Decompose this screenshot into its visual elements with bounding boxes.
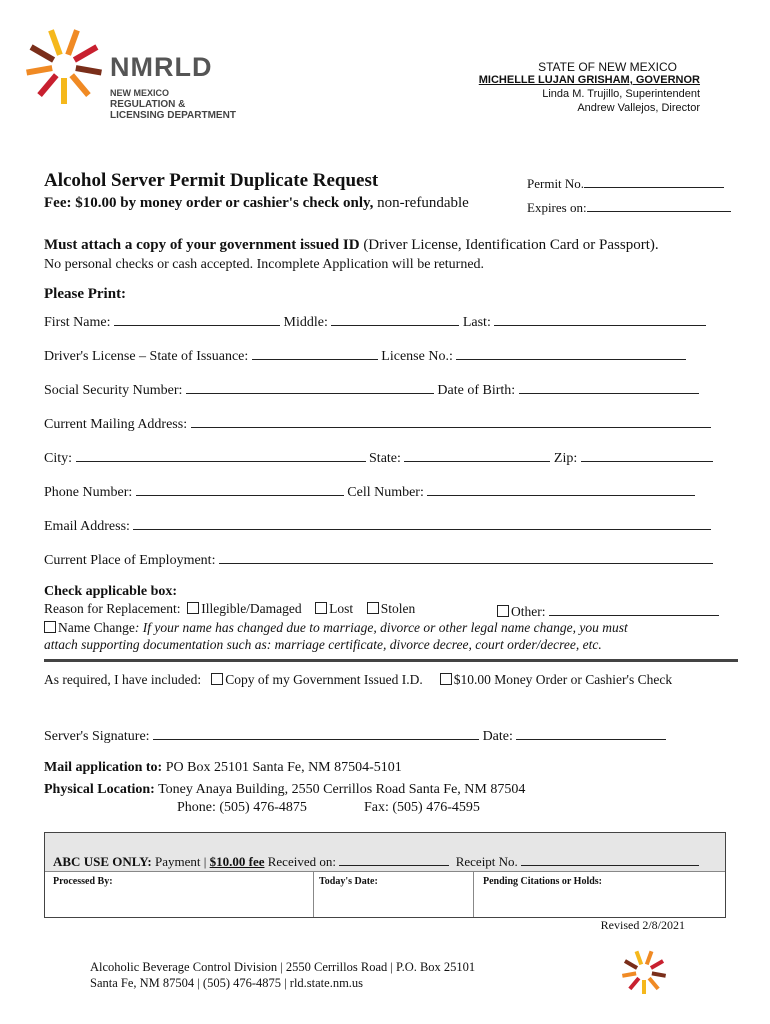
- other-label: Other:: [511, 604, 546, 619]
- state-label: State:: [369, 451, 401, 466]
- dl-state-field[interactable]: [252, 345, 378, 360]
- reason-row: [44, 601, 415, 617]
- sig-date-label: Date:: [482, 729, 513, 744]
- name-row: [44, 311, 706, 331]
- fee-rest-text: non-refundable: [373, 195, 469, 211]
- receipt-field[interactable]: [521, 851, 699, 866]
- employment-row: [44, 549, 713, 569]
- phone-label: Phone Number:: [44, 485, 133, 500]
- office-phone: Phone: (505) 476-4875: [177, 800, 307, 815]
- mailing-row: [44, 413, 711, 433]
- mailing-label: Current Mailing Address:: [44, 417, 188, 432]
- signature-row: [44, 725, 666, 745]
- other-row: [497, 601, 719, 620]
- included-label: As required, I have included:: [44, 672, 202, 687]
- mail-row: [44, 760, 402, 776]
- name-change-row2: [44, 637, 602, 653]
- permit-no-field[interactable]: [584, 173, 724, 188]
- illegible-label: Illegible/Damaged: [201, 601, 302, 616]
- middle-label: Middle:: [283, 315, 328, 330]
- sig-date-field[interactable]: [516, 725, 666, 740]
- phone-field[interactable]: [136, 481, 344, 496]
- ssn-field[interactable]: [186, 379, 434, 394]
- dl-state-label: Driver's License – State of Issuance:: [44, 349, 249, 364]
- ssn-row: [44, 379, 699, 399]
- name-change-label: Name Change: [58, 620, 135, 635]
- physical-row: [44, 782, 525, 798]
- mailing-field[interactable]: [191, 413, 711, 428]
- no-checks-text: No personal checks or cash accepted. Incomplete Application will be returned.: [44, 257, 485, 272]
- first-name-label: First Name:: [44, 315, 111, 330]
- nmrld-logo-icon: [18, 26, 110, 106]
- logo-sub1: NEW MEXICO: [110, 88, 170, 98]
- money-order-label: $10.00 Money Order or Cashier's Check: [453, 672, 673, 687]
- received-field[interactable]: [339, 851, 449, 866]
- office-use-row: [53, 851, 699, 870]
- processed-by-label: Processed By:: [53, 876, 113, 887]
- other-checkbox[interactable]: [497, 605, 509, 617]
- zip-label: Zip:: [553, 451, 578, 466]
- name-change-note2: attach supporting documentation such as: marriage certificate, divorce decree, court order/decree, etc.: [44, 637, 602, 652]
- signature-field[interactable]: [153, 725, 479, 740]
- ssn-label: Social Security Number:: [44, 383, 183, 398]
- city-label: City:: [44, 451, 73, 466]
- office-use-box: [44, 832, 726, 918]
- state-field[interactable]: [404, 447, 550, 462]
- name-change-note: : If your name has changed due to marriage, divorce or other legal name change, you must: [134, 620, 628, 635]
- name-change-checkbox[interactable]: [44, 621, 56, 633]
- cell-field[interactable]: [427, 481, 695, 496]
- abc-label: ABC USE ONLY:: [53, 854, 152, 869]
- page-title: Alcohol Server Permit Duplicate Request: [44, 170, 379, 191]
- phone-row: [44, 481, 695, 501]
- copy-id-label: Copy of my Government Issued I.D.: [225, 672, 423, 687]
- expires-text: Expires on:: [527, 200, 587, 215]
- logo-wordmark: NMRLD: [110, 52, 213, 82]
- received-label: Received on:: [264, 854, 340, 869]
- signature-label: Server's Signature:: [44, 729, 150, 744]
- lost-label: Lost: [329, 601, 354, 616]
- fee-bold-text: Fee: $10.00 by money order or cashier's check only,: [44, 195, 374, 211]
- mail-address: PO Box 25101 Santa Fe, NM 87504-5101: [162, 760, 402, 775]
- office-fax: Fax: (505) 476-4595: [364, 800, 480, 815]
- license-no-field[interactable]: [456, 345, 686, 360]
- id-rest-text: (Driver License, Identification Card or Passport).: [359, 237, 659, 253]
- email-field[interactable]: [133, 515, 711, 530]
- state-heading: STATE OF NEW MEXICO: [538, 60, 677, 74]
- dob-label: Date of Birth:: [437, 383, 516, 398]
- last-label: Last:: [462, 315, 491, 330]
- logo-sub2: REGULATION &: [110, 99, 186, 110]
- dob-field[interactable]: [519, 379, 699, 394]
- illegible-checkbox[interactable]: [187, 602, 199, 614]
- office-col-divider-1: [313, 872, 314, 917]
- license-no-label: License No.:: [381, 349, 453, 364]
- receipt-label: Receipt No.: [455, 854, 522, 869]
- fee-label: $10.00 fee: [209, 854, 265, 869]
- city-row: [44, 447, 713, 467]
- please-print: Please Print:: [44, 286, 127, 302]
- pending-citations-label: Pending Citations or Holds:: [483, 876, 602, 887]
- permit-no-label: [527, 173, 724, 192]
- todays-date-label: Today's Date:: [319, 876, 378, 887]
- footer-line1: Alcoholic Beverage Control Division | 2550 Cerrillos Road | P.O. Box 25101: [90, 960, 476, 974]
- physical-label: Physical Location:: [44, 782, 155, 797]
- employment-label: Current Place of Employment:: [44, 553, 216, 568]
- section-divider: [44, 659, 738, 662]
- reason-label: Reason for Replacement:: [44, 601, 181, 616]
- governor-line: MICHELLE LUJAN GRISHAM, GOVERNOR: [478, 74, 700, 86]
- stolen-checkbox[interactable]: [367, 602, 379, 614]
- expires-label: [527, 197, 731, 216]
- middle-field[interactable]: [331, 311, 459, 326]
- director-line: Andrew Vallejos, Director: [577, 102, 700, 114]
- physical-address: Toney Anaya Building, 2550 Cerrillos Road Santa Fe, NM 87504: [154, 782, 526, 797]
- expires-field[interactable]: [587, 197, 731, 212]
- zip-field[interactable]: [581, 447, 713, 462]
- fee-line: [44, 195, 469, 212]
- stolen-label: Stolen: [380, 601, 416, 616]
- email-label: Email Address:: [44, 519, 130, 534]
- payment-label: Payment |: [151, 854, 210, 869]
- copy-id-checkbox[interactable]: [211, 673, 223, 685]
- other-field[interactable]: [549, 601, 719, 616]
- employment-field[interactable]: [219, 549, 713, 564]
- revised-date: Revised 2/8/2021: [600, 918, 685, 932]
- cell-label: Cell Number:: [347, 485, 424, 500]
- footer-line2: Santa Fe, NM 87504 | (505) 476-4875 | rld.state.nm.us: [90, 976, 364, 990]
- office-col-divider-2: [473, 872, 474, 917]
- money-order-checkbox[interactable]: [440, 673, 452, 685]
- first-name-field[interactable]: [114, 311, 280, 326]
- license-row: [44, 345, 686, 365]
- mail-label: Mail application to:: [44, 760, 163, 775]
- check-heading: Check applicable box:: [44, 584, 178, 599]
- permit-no-text: Permit No.: [527, 176, 585, 191]
- lost-checkbox[interactable]: [315, 602, 327, 614]
- name-change-row: [44, 620, 628, 636]
- email-row: [44, 515, 711, 535]
- logo-sub3: LICENSING DEPARTMENT: [110, 110, 236, 121]
- superintendent-line: Linda M. Trujillo, Superintendent: [542, 88, 700, 100]
- id-bold-text: Must attach a copy of your government issued ID: [44, 237, 360, 253]
- last-field[interactable]: [494, 311, 706, 326]
- city-field[interactable]: [76, 447, 366, 462]
- included-row: [44, 672, 672, 688]
- id-notice: [44, 237, 659, 254]
- footer-logo-icon: [620, 948, 668, 996]
